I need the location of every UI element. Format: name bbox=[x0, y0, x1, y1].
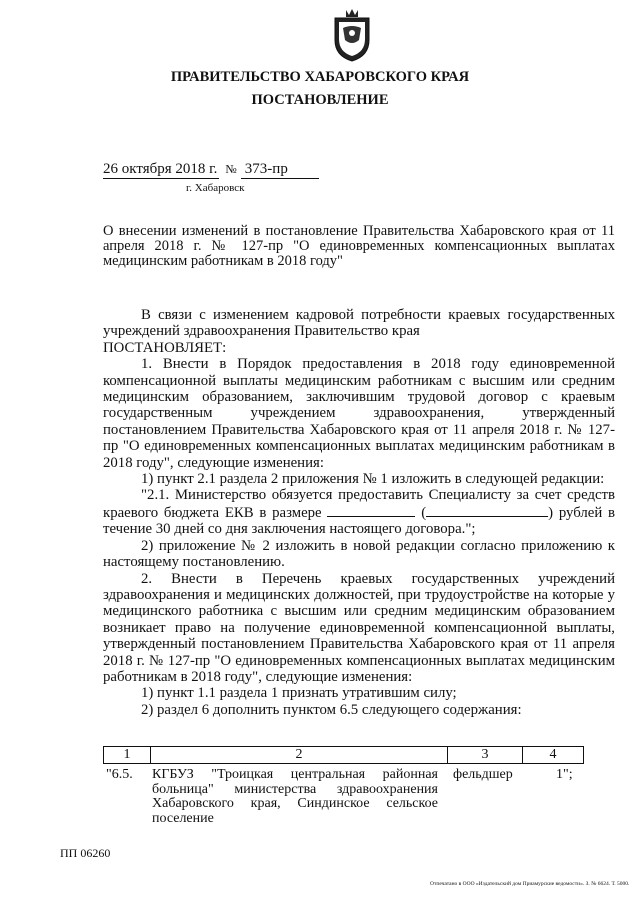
paragraph-intro: В связи с изменением кадровой потребности краевых государственных учреждений здравоохранения Правительство края bbox=[103, 307, 615, 340]
date-line bbox=[103, 161, 319, 179]
amount-blank bbox=[327, 504, 415, 517]
table-row-position: фельдшер bbox=[453, 767, 513, 782]
doc-type: ПОСТАНОВЛЕНИЕ bbox=[251, 92, 389, 108]
table-header-3: 3 bbox=[448, 747, 523, 764]
quote-part-c: ) рублей в течение 30 дней со дня заключения настоящего договора."; bbox=[103, 504, 616, 538]
quote-part-b: ( bbox=[421, 504, 427, 521]
table-header-1: 1 bbox=[104, 747, 151, 764]
table-row-count: 1"; bbox=[556, 767, 573, 782]
table-row-number: "6.5. bbox=[106, 767, 133, 782]
doc-date: 26 октября 2018 г. bbox=[103, 161, 218, 177]
org-title: ПРАВИТЕЛЬСТВО ХАБАРОВСКОГО КРАЯ bbox=[170, 69, 470, 85]
paragraph-2-2: 2) раздел 6 дополнить пунктом 6.5 следующего содержания: bbox=[141, 701, 522, 718]
list-table-header bbox=[103, 746, 584, 764]
paragraph-1: 1. Внести в Порядок предоставления в 2018 году единовременной компенсационной выплаты медицинским работникам с высшим или средним медицинским образованием, заключившим трудовой договор с краевым государственным учреждением здравоохранения, утвержденный постановлением Правительства Хабаровского края от 11 апреля 2018 г. № 127-пр "О единовременных компенсационных выплатах медицинским работникам в 2018 году", следующие изменения: bbox=[103, 356, 615, 471]
decree-word: ПОСТАНОВЛЯЕТ: bbox=[103, 339, 227, 356]
table-header-4: 4 bbox=[523, 747, 584, 764]
doc-city: г. Хабаровск bbox=[186, 182, 245, 194]
doc-subject: О внесении изменений в постановление Правительства Хабаровского края от 11 апреля 2018 г. № 127-пр "О единовременных компенсационных выплатах медицинским работникам в 2018 году" bbox=[103, 223, 615, 269]
doc-number: 373-пр bbox=[241, 161, 319, 179]
paragraph-1-1: 1) пункт 2.1 раздела 2 приложения № 1 изложить в следующей редакции: bbox=[141, 471, 605, 488]
doc-body bbox=[103, 307, 615, 718]
number-label: № bbox=[225, 162, 237, 176]
table-header-2: 2 bbox=[151, 747, 448, 764]
quote-part-a: "2.1. Министерство обязуется предоставить Специалисту за счет средств краевого бюджета ЕКВ в размере bbox=[103, 487, 615, 521]
paragraph-2-1: 1) пункт 1.1 раздела 1 признать утратившим силу; bbox=[141, 685, 457, 702]
amount-words-blank bbox=[426, 504, 548, 517]
paragraph-2: 2. Внести в Перечень краевых государственных учреждений здравоохранения и медицинских должностей, при трудоустройстве на которые у медицинского работника с высшим или средним медицинским образованием возникает право на получение единовременной компенсационной выплаты, утвержденный постановлением Правительства Хабаровского края от 11 апреля 2018 г. № 127-пр "О единовременных компенсационных выплатах медицинским работникам в 2018 году", следующие изменения: bbox=[103, 570, 615, 685]
footer-printer: Отпечатано в ООО «Издательский дом Приамурские ведомости». З. № 6624. Т. 5000. bbox=[430, 881, 630, 887]
table-row-institution: КГБУЗ "Троицкая центральная районная больница" министерства здравоохранения Хабаровского края, Синдинское сельское поселение bbox=[152, 767, 438, 826]
footer-code: ПП 06260 bbox=[60, 846, 111, 860]
coat-of-arms-emblem bbox=[333, 6, 371, 62]
paragraph-1-2: 2) приложение № 2 изложить в новой редакции согласно приложению к настоящему постановлению. bbox=[103, 537, 615, 571]
paragraph-quote bbox=[103, 487, 615, 537]
